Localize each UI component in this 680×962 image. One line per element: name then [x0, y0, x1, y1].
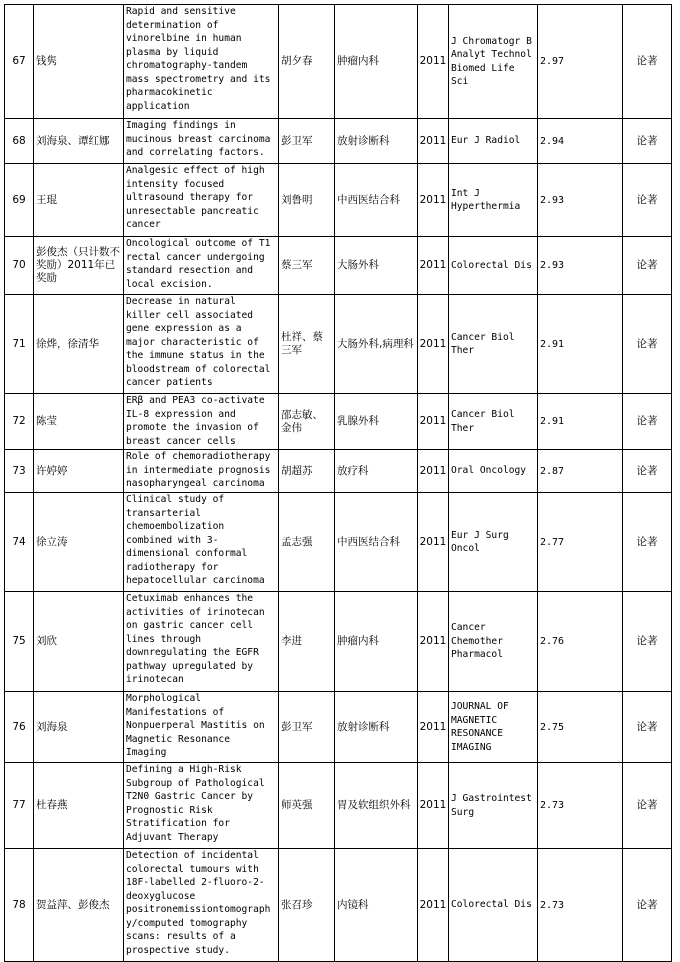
table-row: [5, 5, 672, 119]
row-number: 70: [5, 237, 34, 295]
table-row: [5, 763, 672, 849]
journal-cell: Cancer Biol Ther: [449, 394, 538, 450]
journal-cell: Int J Hyperthermia: [449, 164, 538, 237]
title-cell: Decrease in natural killer cell associated gene expression as a major characteristic of the immune status in the bloodstream of colorectal cancer patients: [124, 295, 279, 394]
department-cell: 内镜科: [335, 849, 418, 962]
article-type-cell: 论著: [623, 164, 672, 237]
row-number: 75: [5, 592, 34, 692]
year-cell: 2011: [418, 295, 449, 394]
title-cell: Defining a High-Risk Subgroup of Pathological T2N0 Gastric Cancer by Prognostic Risk Stratification for Adjuvant Therapy: [124, 763, 279, 849]
journal-cell: Cancer Chemother Pharmacol: [449, 592, 538, 692]
title-cell: Detection of incidental colorectal tumours with 18F-labelled 2-fluoro-2-deoxyglucose positronemissiontomography/computed tomography scans: results of a prospective study.: [124, 849, 279, 962]
title-cell: Oncological outcome of T1 rectal cancer undergoing standard resection and local excision.: [124, 237, 279, 295]
title-cell: Clinical study of transarterial chemoembolization combined with 3-dimensional conformal radiotherapy for hepatocellular carcinoma: [124, 493, 279, 592]
impact-factor-cell: 2.73: [538, 849, 623, 962]
corresponding-author-cell: 李进: [279, 592, 335, 692]
article-type-cell: 论著: [623, 394, 672, 450]
corresponding-author-cell: 杜祥、蔡三军: [279, 295, 335, 394]
table-row: [5, 692, 672, 763]
author-cell: 贺益萍、彭俊杰: [34, 849, 124, 962]
table-row: [5, 592, 672, 692]
author-cell: 刘海泉、谭红娜: [34, 119, 124, 164]
row-number: 72: [5, 394, 34, 450]
impact-factor-cell: 2.73: [538, 763, 623, 849]
table-row: [5, 295, 672, 394]
corresponding-author-cell: 彭卫军: [279, 119, 335, 164]
author-cell: 王琨: [34, 164, 124, 237]
department-cell: 肿瘤内科: [335, 592, 418, 692]
journal-cell: Oral Oncology: [449, 450, 538, 493]
year-cell: 2011: [418, 763, 449, 849]
table-row: [5, 450, 672, 493]
department-cell: 放射诊断科: [335, 692, 418, 763]
article-type-cell: 论著: [623, 763, 672, 849]
impact-factor-cell: 2.91: [538, 394, 623, 450]
author-cell: 徐立涛: [34, 493, 124, 592]
article-type-cell: 论著: [623, 450, 672, 493]
title-cell: ERβ and PEA3 co-activate IL-8 expression and promote the invasion of breast cancer cells: [124, 394, 279, 450]
table-row: [5, 849, 672, 962]
row-number: 74: [5, 493, 34, 592]
journal-cell: Colorectal Dis: [449, 237, 538, 295]
row-number: 67: [5, 5, 34, 119]
table-row: [5, 493, 672, 592]
year-cell: 2011: [418, 849, 449, 962]
year-cell: 2011: [418, 119, 449, 164]
title-cell: Rapid and sensitive determination of vinorelbine in human plasma by liquid chromatography-tandem mass spectrometry and its pharmacokinetic application: [124, 5, 279, 119]
journal-cell: Eur J Radiol: [449, 119, 538, 164]
year-cell: 2011: [418, 692, 449, 763]
corresponding-author-cell: 刘鲁明: [279, 164, 335, 237]
corresponding-author-cell: 师英强: [279, 763, 335, 849]
row-number: 69: [5, 164, 34, 237]
article-type-cell: 论著: [623, 692, 672, 763]
impact-factor-cell: 2.94: [538, 119, 623, 164]
table-row: [5, 164, 672, 237]
table-row: [5, 394, 672, 450]
department-cell: 放疗科: [335, 450, 418, 493]
impact-factor-cell: 2.93: [538, 237, 623, 295]
impact-factor-cell: 2.93: [538, 164, 623, 237]
year-cell: 2011: [418, 237, 449, 295]
title-cell: Analgesic effect of high intensity focused ultrasound therapy for unresectable pancreatic cancer: [124, 164, 279, 237]
year-cell: 2011: [418, 493, 449, 592]
impact-factor-cell: 2.91: [538, 295, 623, 394]
author-cell: 许婷婷: [34, 450, 124, 493]
author-cell: 杜春燕: [34, 763, 124, 849]
department-cell: 肿瘤内科: [335, 5, 418, 119]
author-cell: 徐烨，徐清华: [34, 295, 124, 394]
corresponding-author-cell: 邵志敏、金伟: [279, 394, 335, 450]
journal-cell: Eur J Surg Oncol: [449, 493, 538, 592]
impact-factor-cell: 2.77: [538, 493, 623, 592]
author-cell: 彭俊杰（只计数不奖励）2011年已奖励: [34, 237, 124, 295]
article-type-cell: 论著: [623, 295, 672, 394]
row-number: 78: [5, 849, 34, 962]
corresponding-author-cell: 张召珍: [279, 849, 335, 962]
table-row: [5, 119, 672, 164]
article-type-cell: 论著: [623, 592, 672, 692]
journal-cell: Cancer Biol Ther: [449, 295, 538, 394]
impact-factor-cell: 2.87: [538, 450, 623, 493]
journal-cell: J Gastrointest Surg: [449, 763, 538, 849]
department-cell: 中西医结合科: [335, 164, 418, 237]
title-cell: Cetuximab enhances the activities of irinotecan on gastric cancer cell lines through downregulating the EGFR pathway upregulated by irinotecan: [124, 592, 279, 692]
department-cell: 大肠外科,病理科: [335, 295, 418, 394]
row-number: 77: [5, 763, 34, 849]
author-cell: 陈莹: [34, 394, 124, 450]
author-cell: 钱隽: [34, 5, 124, 119]
year-cell: 2011: [418, 164, 449, 237]
impact-factor-cell: 2.97: [538, 5, 623, 119]
year-cell: 2011: [418, 394, 449, 450]
department-cell: 乳腺外科: [335, 394, 418, 450]
title-cell: Role of chemoradiotherapy in intermediate prognosis nasopharyngeal carcinoma: [124, 450, 279, 493]
department-cell: 放射诊断科: [335, 119, 418, 164]
article-type-cell: 论著: [623, 849, 672, 962]
title-cell: Imaging findings in mucinous breast carcinoma and correlating factors.: [124, 119, 279, 164]
journal-cell: J Chromatogr B Analyt Technol Biomed Life Sci: [449, 5, 538, 119]
corresponding-author-cell: 彭卫军: [279, 692, 335, 763]
journal-cell: JOURNAL OF MAGNETIC RESONANCE IMAGING: [449, 692, 538, 763]
year-cell: 2011: [418, 5, 449, 119]
row-number: 71: [5, 295, 34, 394]
corresponding-author-cell: 蔡三军: [279, 237, 335, 295]
author-cell: 刘欣: [34, 592, 124, 692]
article-type-cell: 论著: [623, 5, 672, 119]
table-row: [5, 237, 672, 295]
impact-factor-cell: 2.76: [538, 592, 623, 692]
row-number: 73: [5, 450, 34, 493]
department-cell: 中西医结合科: [335, 493, 418, 592]
publications-table: [4, 4, 672, 962]
department-cell: 胃及软组织外科: [335, 763, 418, 849]
corresponding-author-cell: 胡夕春: [279, 5, 335, 119]
journal-cell: Colorectal Dis: [449, 849, 538, 962]
corresponding-author-cell: 孟志强: [279, 493, 335, 592]
author-cell: 刘海泉: [34, 692, 124, 763]
year-cell: 2011: [418, 450, 449, 493]
row-number: 68: [5, 119, 34, 164]
impact-factor-cell: 2.75: [538, 692, 623, 763]
article-type-cell: 论著: [623, 119, 672, 164]
row-number: 76: [5, 692, 34, 763]
corresponding-author-cell: 胡超苏: [279, 450, 335, 493]
title-cell: Morphological Manifestations of Nonpuerperal Mastitis on Magnetic Resonance Imaging: [124, 692, 279, 763]
year-cell: 2011: [418, 592, 449, 692]
department-cell: 大肠外科: [335, 237, 418, 295]
article-type-cell: 论著: [623, 493, 672, 592]
article-type-cell: 论著: [623, 237, 672, 295]
